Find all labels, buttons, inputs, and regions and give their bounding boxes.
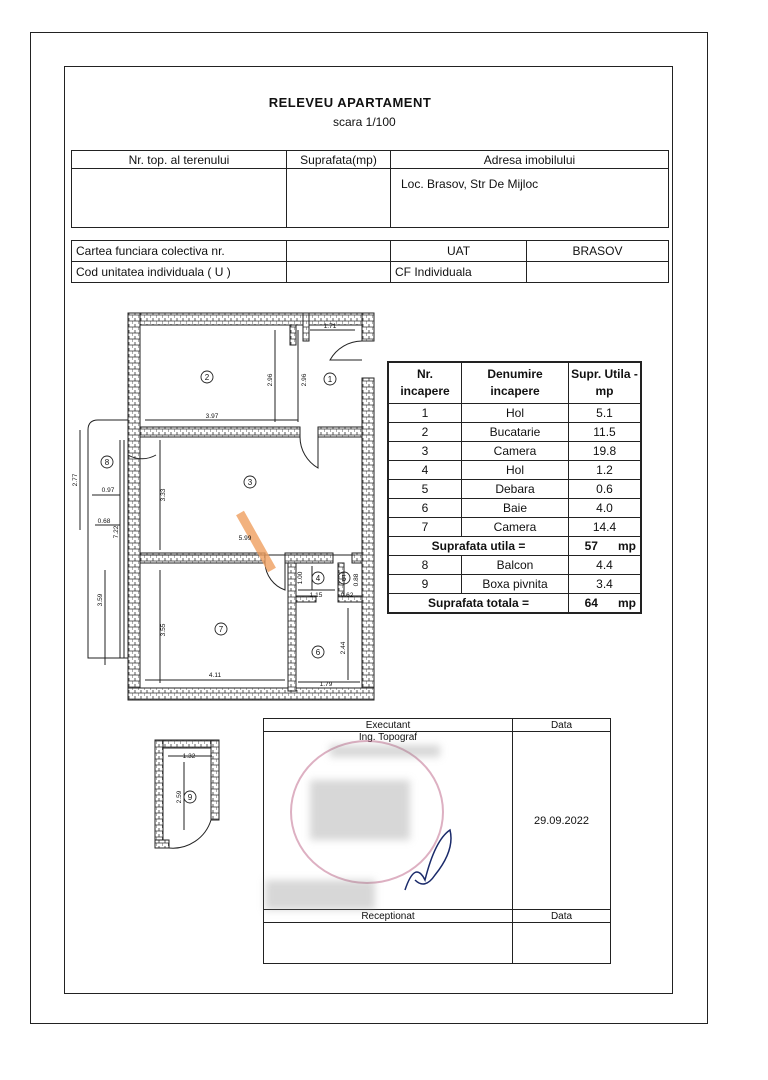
dim-0-88: 0.88	[353, 573, 360, 587]
useful-area-cell	[569, 537, 642, 556]
room-number-5: 5	[341, 574, 347, 583]
room-area: 4.4	[569, 556, 642, 575]
room-row	[388, 423, 641, 442]
room-number-8: 8	[104, 458, 110, 467]
room-nr: 8	[388, 556, 462, 575]
dim-2-77: 2.77	[72, 473, 79, 487]
room-area: 4.0	[569, 499, 642, 518]
receptionat-date	[513, 923, 611, 964]
rooms-table	[387, 361, 642, 614]
total-area-label: Suprafata totala =	[388, 594, 569, 614]
room-nr: 4	[388, 461, 462, 480]
room-nr: 5	[388, 480, 462, 499]
address-value: Loc. Brasov, Str De Mijloc	[391, 169, 669, 228]
dim-3-33: 3.33	[160, 488, 167, 502]
dim-1-71: 1.71	[323, 323, 337, 330]
room-row	[388, 499, 641, 518]
total-area-value: 64	[584, 596, 598, 610]
dim-5-99: 5.99	[238, 535, 252, 542]
room-area: 1.2	[569, 461, 642, 480]
signature-mark	[395, 820, 465, 900]
dim-2-96a: 2.96	[267, 373, 274, 387]
receptionat-header: Receptionat	[264, 910, 513, 923]
room-nr: 3	[388, 442, 462, 461]
room-area: 11.5	[569, 423, 642, 442]
room-number-7: 7	[218, 625, 224, 634]
room-nr: 1	[388, 404, 462, 423]
uat-label: UAT	[391, 241, 527, 262]
room-name: Baie	[462, 499, 569, 518]
document-title: RELEVEU APARTAMENT	[268, 95, 432, 110]
room-area: 14.4	[569, 518, 642, 537]
useful-area-row	[388, 537, 641, 556]
col-header-suprafata: Suprafata(mp)	[287, 151, 391, 169]
total-area-cell	[569, 594, 642, 614]
cf-individuala-label: CF Individuala	[391, 262, 527, 283]
room-area: 5.1	[569, 404, 642, 423]
useful-area-value: 57	[584, 539, 598, 553]
room-row	[388, 556, 641, 575]
room-area: 19.8	[569, 442, 642, 461]
room-name: Bucatarie	[462, 423, 569, 442]
total-area-unit: mp	[618, 596, 636, 610]
room-row	[388, 480, 641, 499]
uat-value: BRASOV	[527, 241, 669, 262]
room-name: Balcon	[462, 556, 569, 575]
col-header-adresa: Adresa imobilului	[391, 151, 669, 169]
blurred-footer-text	[265, 880, 375, 910]
room-nr: 9	[388, 575, 462, 594]
dim-2-44: 2.44	[340, 641, 347, 655]
dim-2-96b: 2.96	[301, 373, 308, 387]
room-name: Camera	[462, 442, 569, 461]
blurred-name	[330, 745, 440, 757]
cf-colectiva-label: Cartea funciara colectiva nr.	[72, 241, 287, 262]
room-number-3: 3	[247, 478, 253, 487]
room-nr: 2	[388, 423, 462, 442]
executant-date-header: Data	[513, 719, 611, 732]
room-number-2: 2	[204, 373, 210, 382]
room-name: Hol	[462, 461, 569, 480]
room-number-1: 1	[327, 375, 333, 384]
room-name: Camera	[462, 518, 569, 537]
room-area: 3.4	[569, 575, 642, 594]
dim-7-22: 7.22	[113, 525, 120, 539]
dim-4-11: 4.11	[208, 672, 222, 679]
dim-3-97: 3.97	[205, 413, 219, 420]
dim-2-59: 2.59	[176, 790, 183, 804]
dim-3-59: 3.59	[97, 593, 104, 607]
dim-0-62: 0.62	[340, 592, 354, 599]
useful-area-unit: mp	[618, 539, 636, 553]
scale-label: scara 1/100	[333, 115, 396, 129]
room-row	[388, 442, 641, 461]
room-number-6: 6	[315, 648, 321, 657]
receptionat-cell	[264, 923, 513, 964]
dim-0-68: 0.68	[97, 518, 111, 525]
room-row	[388, 518, 641, 537]
room-name: Hol	[462, 404, 569, 423]
col-header-nr-top: Nr. top. al terenului	[72, 151, 287, 169]
dim-3-55: 3.55	[160, 623, 167, 637]
executant-header: Executant	[264, 719, 513, 732]
receptionat-date-header: Data	[513, 910, 611, 923]
executant-role: Ing. Topograf	[358, 732, 418, 743]
cod-unitate-label: Cod unitatea individuala ( U )	[72, 262, 287, 283]
rooms-header-nr: Nr. incapere	[388, 362, 462, 404]
room-nr: 7	[388, 518, 462, 537]
room-name: Debara	[462, 480, 569, 499]
dim-1-15: 1.15	[309, 592, 323, 599]
room-area: 0.6	[569, 480, 642, 499]
room-row	[388, 575, 641, 594]
rooms-header-supr: Supr. Utila - mp	[569, 362, 642, 404]
room-row	[388, 404, 641, 423]
room-number-4: 4	[315, 574, 321, 583]
useful-area-label: Suprafata utila =	[388, 537, 569, 556]
dim-1-00: 1.00	[297, 571, 304, 585]
executant-date: 29.09.2022	[513, 732, 611, 910]
room-row	[388, 461, 641, 480]
dim-1-79: 1.79	[319, 681, 333, 688]
dim-0-97: 0.97	[101, 487, 115, 494]
total-area-row	[388, 594, 641, 614]
room-name: Boxa pivnita	[462, 575, 569, 594]
rooms-header-denumire: Denumire incapere	[462, 362, 569, 404]
room-nr: 6	[388, 499, 462, 518]
room-number-9: 9	[187, 793, 193, 802]
dim-1-32: 1.32	[182, 753, 196, 760]
